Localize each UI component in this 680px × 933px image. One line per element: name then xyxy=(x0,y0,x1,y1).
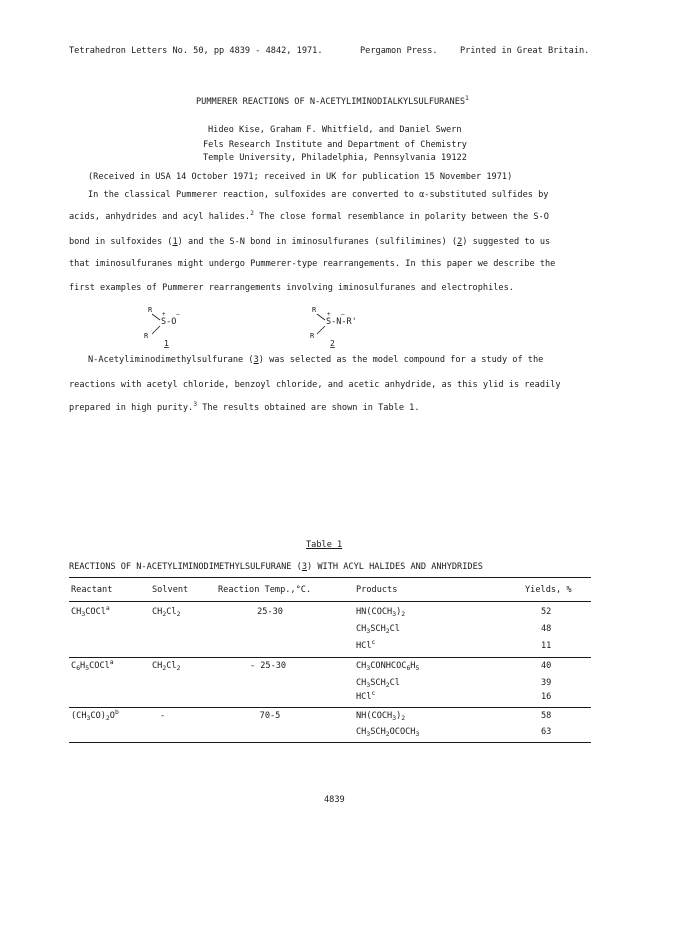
authors: Hideo Kise, Graham F. Whitfield, and Daniel Swern xyxy=(208,125,462,135)
table-row-3-product-1: $NH(COCH_3)_2$ xyxy=(356,711,406,722)
s1-number: 1 xyxy=(164,339,169,348)
table-row-1-yield-3: 11 xyxy=(541,641,552,651)
para1-line-5: first examples of Pummerer rearrangements involving iminosulfuranes and electrophiles. xyxy=(69,283,514,293)
table-row-1-reactant: $CH_3COCl^a$ xyxy=(71,604,110,618)
ref-3: 3 xyxy=(193,400,198,408)
s1-r-top: R xyxy=(148,306,153,314)
page-number: 4839 xyxy=(324,795,345,805)
table-row-3-reactant: $(CH_3CO)_2O^b$ xyxy=(71,708,119,722)
s1-sulfoxide: S-O xyxy=(161,317,177,327)
article-title xyxy=(196,94,469,107)
table-row-3-solvent: - xyxy=(160,711,166,721)
col-header-yields: Yields, % xyxy=(525,585,572,595)
table-row-1-yield-2: 48 xyxy=(541,624,552,634)
structure-1 xyxy=(138,302,208,348)
affiliation-line-1: Fels Research Institute and Department of Chemistry xyxy=(203,140,467,150)
s1-r-bottom: R xyxy=(144,332,149,340)
s2-r-bottom: R xyxy=(310,332,315,340)
table-compound-ref-3: 3 xyxy=(301,562,308,572)
svg-text:−: − xyxy=(176,311,180,318)
journal-citation: Tetrahedron Letters No. 50, pp 4839 - 4842, 1971. xyxy=(69,46,323,56)
structure-2 xyxy=(308,302,398,348)
table-row-2-yield-1: 40 xyxy=(541,661,552,671)
affiliation-line-2: Temple University, Philadelphia, Pennsylvania 19122 xyxy=(203,153,467,163)
table-row-2-solvent: $CH_2Cl_2$ xyxy=(152,661,181,672)
col-header-products: Products xyxy=(356,585,398,595)
table-row-3-yield-2: 63 xyxy=(541,727,552,737)
table-bottom-rule xyxy=(69,742,591,743)
col-header-reactant: Reactant xyxy=(71,585,113,595)
para1-line-3: bond in sulfoxides (1) and the S-N bond in iminosulfuranes (sulfilimines) (2) suggested to us xyxy=(69,237,551,247)
table-label: Table 1 xyxy=(306,540,343,550)
svg-text:−: − xyxy=(341,311,345,318)
col-header-solvent: Solvent xyxy=(152,585,189,595)
reactant-note: a xyxy=(105,604,110,612)
compound-ref-1: 1 xyxy=(172,237,178,247)
table-row-2-product-1: $CH_3CONHCOC_6H_5$ xyxy=(356,661,420,672)
table-row-1-product-2: $CH_3SCH_2Cl$ xyxy=(356,624,400,635)
publisher: Pergamon Press. xyxy=(360,46,438,56)
table-row-2-product-2: $CH_3SCH_2Cl$ xyxy=(356,678,400,689)
table-caption: REACTIONS OF N-ACETYLIMINODIMETHYLSULFURANE (3) WITH ACYL HALIDES AND ANHYDRIDES xyxy=(69,562,483,572)
received-dates: (Received in USA 14 October 1971; received in UK for publication 15 November 1971) xyxy=(88,172,513,182)
para2-line-1: N-Acetyliminodimethylsulfurane (3) was selected as the model compound for a study of the xyxy=(88,355,544,365)
table-top-rule xyxy=(69,577,591,578)
table-row-3-product-2: $CH_3SCH_2OCOCH_3$ xyxy=(356,727,420,738)
para1-line-2: acids, anhydrides and acyl halides.$^2$ The close formal resemblance in polarity between the S-O xyxy=(69,209,549,222)
svg-text:+: + xyxy=(327,311,331,318)
para1-line-4: that iminosulfuranes might undergo Pummerer-type rearrangements. In this paper we describe the xyxy=(69,259,556,269)
s2-r-top: R xyxy=(312,306,317,314)
s2-sulfilimine: S-N-R' xyxy=(326,317,357,327)
table-row-1-temp: 25-30 xyxy=(257,607,283,617)
ref-2: 2 xyxy=(250,209,254,217)
table-row-3-temp: 70-5 xyxy=(259,711,281,721)
table-row-2-product-3: HCl$^c$ xyxy=(356,689,376,702)
title-footnote: 1 xyxy=(465,94,469,102)
compound-ref-3: 3 xyxy=(253,355,259,365)
para1-line-1: In the classical Pummerer reaction, sulfoxides are converted to α-substituted sulfides by xyxy=(88,190,549,200)
printed-in: Printed in Great Britain. xyxy=(460,46,590,56)
table-row-rule-1 xyxy=(69,657,591,658)
table-header-rule xyxy=(69,601,591,602)
table-row-1-product-1: $HN(COCH_3)_2$ xyxy=(356,607,406,618)
title-text: PUMMERER REACTIONS OF N-ACETYLIMINODIALKYLSULFURANES xyxy=(196,97,466,107)
table-row-1-yield-1: 52 xyxy=(541,607,552,617)
table-row-3-yield-1: 58 xyxy=(541,711,552,721)
table-row-2-reactant: $C_6H_5COCl^a$ xyxy=(71,658,114,672)
svg-text:+: + xyxy=(162,311,166,318)
table-row-rule-2 xyxy=(69,707,591,708)
table-row-2-yield-3: 16 xyxy=(541,692,552,702)
para2-line-2: reactions with acetyl chloride, benzoyl chloride, and acetic anhydride, as this ylid is readily xyxy=(69,380,561,390)
s2-number: 2 xyxy=(330,339,335,348)
compound-ref-2: 2 xyxy=(457,237,463,247)
col-header-temp: Reaction Temp.,°C. xyxy=(218,585,312,595)
table-row-1-solvent: $CH_2Cl_2$ xyxy=(152,607,181,618)
table-row-2-yield-2: 39 xyxy=(541,678,552,688)
para2-line-3: prepared in high purity.$^3$ The results obtained are shown in Table 1. xyxy=(69,400,420,413)
table-row-2-temp: - 25-30 xyxy=(249,661,287,671)
table-row-1-product-3: HCl$^c$ xyxy=(356,638,376,651)
